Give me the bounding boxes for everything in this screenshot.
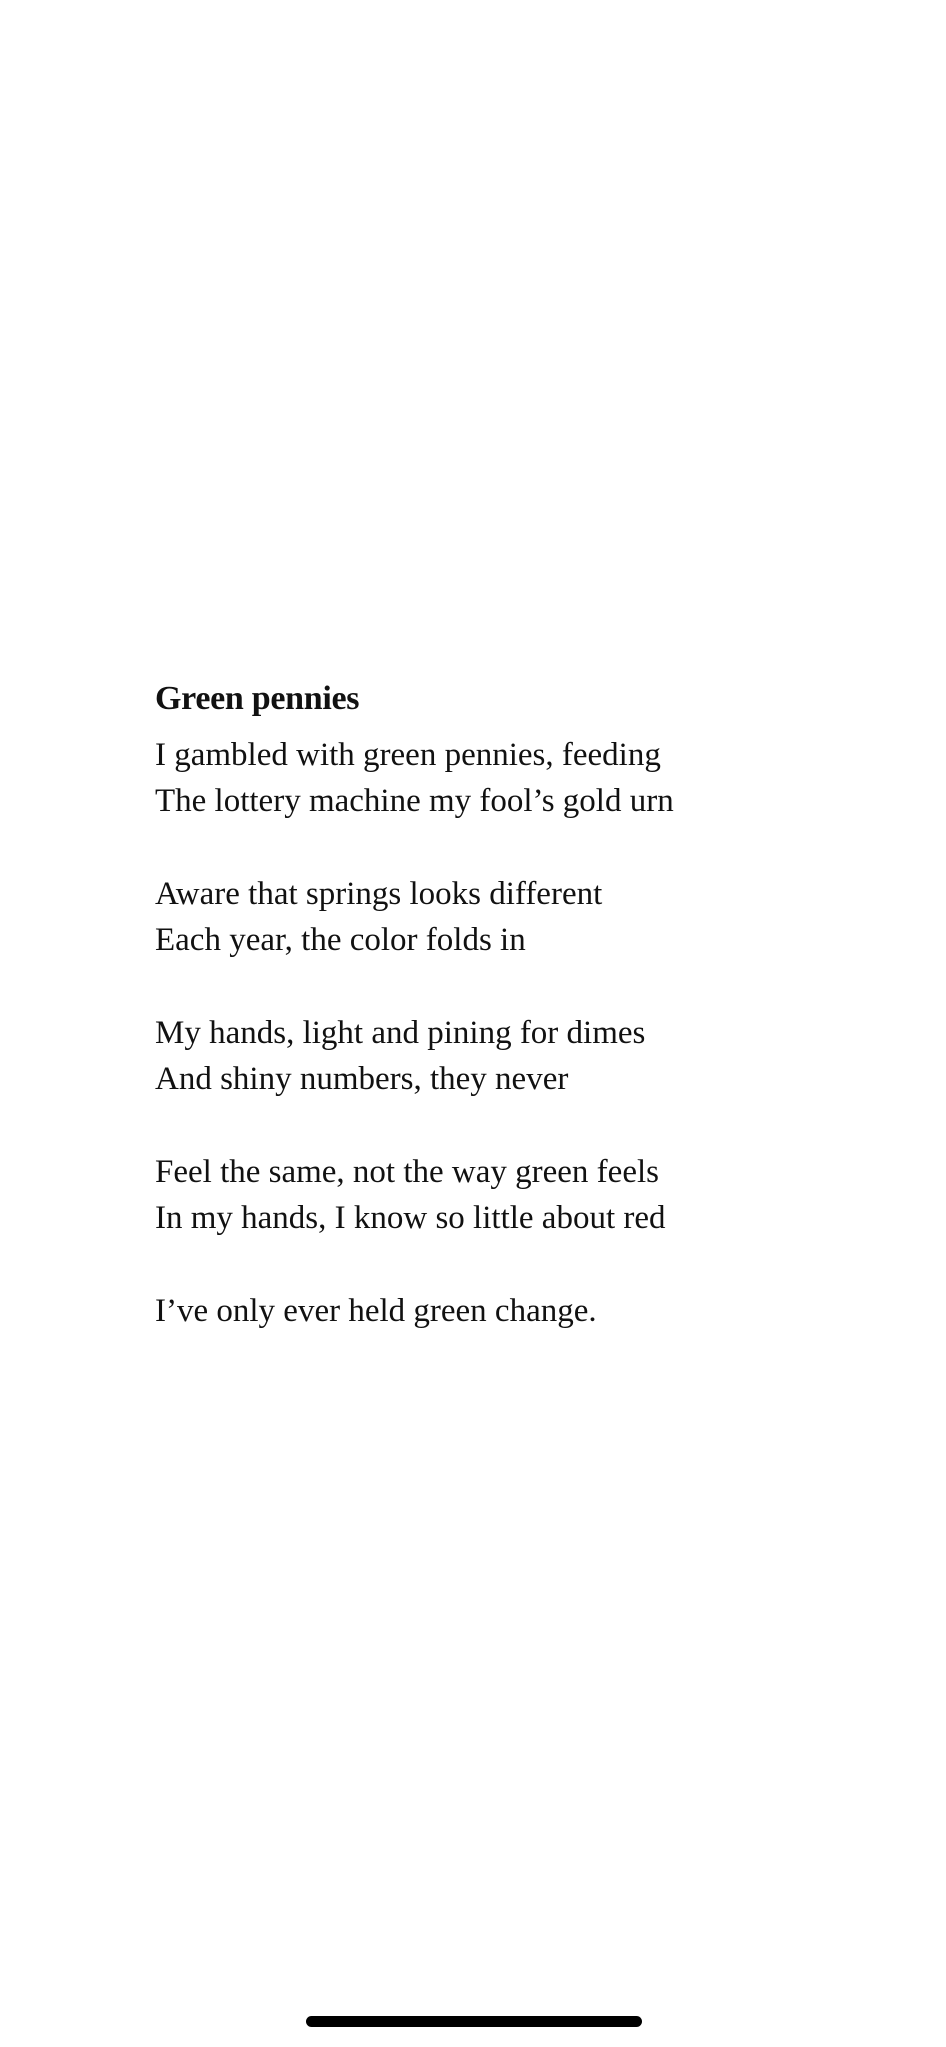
poem-line: The lottery machine my fool’s gold urn	[155, 783, 674, 819]
poem-title: Green pennies	[155, 680, 360, 717]
poem	[155, 676, 855, 1381]
poem-line: Each year, the color folds in	[155, 922, 526, 958]
stanza	[155, 732, 855, 824]
home-indicator[interactable]	[306, 2016, 642, 2027]
poem-line: I gambled with green pennies, feeding	[155, 737, 661, 773]
poem-line: I’ve only ever held green change.	[155, 1293, 597, 1329]
poem-line: Feel the same, not the way green feels	[155, 1154, 659, 1190]
stanza	[155, 1288, 855, 1334]
stanza	[155, 871, 855, 963]
poem-line: And shiny numbers, they never	[155, 1061, 569, 1097]
poem-line: In my hands, I know so little about red	[155, 1200, 666, 1236]
poem-line: My hands, light and pining for dimes	[155, 1015, 646, 1051]
stanza	[155, 1010, 855, 1102]
stanza	[155, 1149, 855, 1241]
poem-line: Aware that springs looks different	[155, 876, 603, 912]
